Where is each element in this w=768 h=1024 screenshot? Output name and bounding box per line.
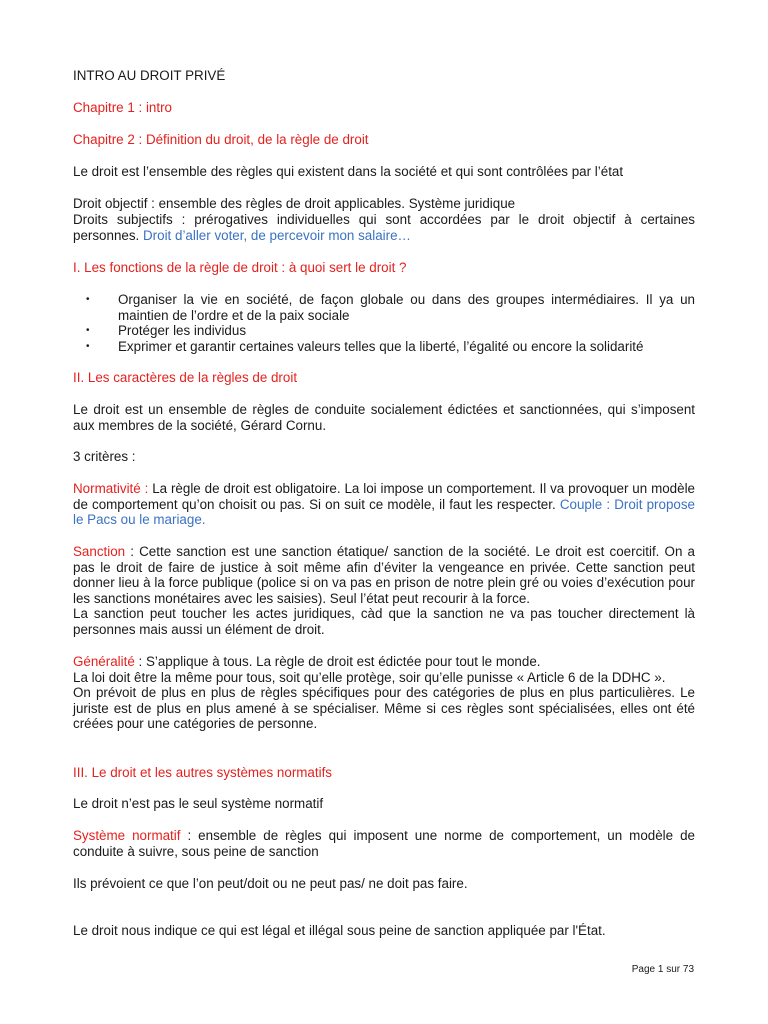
systeme-normatif-label: Système normatif — [73, 828, 181, 843]
generalite-label: Généralité — [73, 654, 135, 669]
sanction-text: : Cette sanction est une sanction étatique/ sanction de la société. Le droit est coercitif. On a pas le droit de faire de justice à soit même afin d’éviter la vengeance en privée. Cette sanction peut donner lieu à la force publique (police si on va pas en prison de notre plein gré ou voies d’exécution pour les sanctions monétaires avec les saisies). Seul l’état peut recourir à la force. — [73, 544, 695, 606]
legal-paragraph: Le droit nous indique ce qui est légal et illégal sous peine de sanction appliquée par l'État. — [73, 923, 606, 938]
droit-objectif-line: Droit objectif : ensemble des règles de droit applicables. Système juridique — [73, 196, 516, 211]
chapter-1-heading: Chapitre 1 : intro — [73, 100, 172, 115]
fonctions-bullet-list — [73, 292, 695, 354]
list-item — [73, 339, 695, 355]
normativite-example: Couple : Droit propose le Pacs ou le mariage. — [73, 496, 695, 527]
section-1-heading: I. Les fonctions de la règle de droit : à quoi sert le droit ? — [73, 260, 407, 275]
sanction-label: Sanction — [73, 544, 126, 559]
prevoient-paragraph: Ils prévoient ce que l’on peut/doit ou ne peut pas/ ne doit pas faire. — [73, 876, 468, 891]
systeme-normatif-text: : ensemble de règles qui imposent une norme de comportement, un modèle de conduite à suivre, sous peine de sanction — [73, 828, 695, 859]
systeme-normatif-paragraph — [73, 828, 695, 859]
droits-subjectifs-text: Droits subjectifs : prérogatives individuelles qui sont accordées par le droit objectif à certaines personnes. — [73, 212, 695, 243]
sanction-block — [73, 544, 695, 637]
cornu-paragraph: Le droit est un ensemble de règles de conduite socialement édictées et sanctionnées, qui s’imposent aux membres de la société, Gérard Cornu. — [73, 402, 695, 433]
bullet-icon: • — [86, 325, 90, 336]
list-item — [73, 323, 695, 339]
section-3-heading: III. Le droit et les autres systèmes normatifs — [73, 765, 332, 780]
droits-subjectifs-paragraph — [73, 212, 695, 243]
list-item — [73, 292, 695, 323]
seul-systeme-paragraph: Le droit n’est pas le seul système normatif — [73, 796, 324, 811]
document-title: INTRO AU DROIT PRIVÉ — [73, 68, 226, 83]
normativite-paragraph — [73, 481, 695, 528]
droit-definition-paragraph: Le droit est l’ensemble des règles qui existent dans la société et qui sont contrôlées par l’état — [73, 164, 624, 179]
generalite-paragraph-2: La loi doit être la même pour tous, soit qu’elle protège, soir qu’elle punisse « Article 6 de la DDHC ». — [73, 669, 666, 685]
list-item-text: Organiser la vie en société, de façon globale ou dans des groupes intermédiaires. Il ya un maintien de l’ordre et de la paix sociale — [118, 292, 695, 323]
list-item-text: Exprimer et garantir certaines valeurs telles que la liberté, l’égalité ou encore la solidarité — [118, 338, 644, 354]
list-item-text: Protéger les individus — [118, 323, 247, 338]
generalite-paragraph-3: On prévoit de plus en plus de règles spécifiques pour des catégories de plus en plus particulières. Le juriste est de plus en plus amené à se spécialiser. Même si ces règles sont spécialisées, elles ont été créées pour une catégories de personne. — [73, 685, 695, 731]
sanction-paragraph-2: La sanction peut toucher les actes juridiques, càd que la sanction ne va pas toucher directement là personnes mais aussi un élément de droit. — [73, 606, 695, 637]
droits-subjectifs-example: Droit d’aller voter, de percevoir mon salaire… — [143, 227, 411, 243]
normativite-label: Normativité : — [73, 481, 149, 496]
normativite-text: La règle de droit est obligatoire. La loi impose un comportement. Il va provoquer un modèle de comportement qu’on choisit ou pas. Si on suit ce modèle, il faut les respecter. — [73, 481, 695, 512]
generalite-text: : S’applique à tous. La règle de droit est édictée pour tout le monde. — [134, 654, 541, 669]
bullet-icon: • — [86, 340, 90, 352]
generalite-paragraph — [73, 654, 695, 670]
bullet-icon: • — [86, 294, 90, 305]
criteres-line: 3 critères : — [73, 449, 136, 464]
page-number-footer: Page 1 sur 73 — [631, 964, 694, 975]
generalite-block — [73, 654, 695, 732]
sanction-paragraph — [73, 544, 695, 606]
chapter-2-heading: Chapitre 2 : Définition du droit, de la règle de droit — [73, 132, 369, 147]
section-2-heading: II. Les caractères de la règles de droit — [73, 370, 298, 385]
